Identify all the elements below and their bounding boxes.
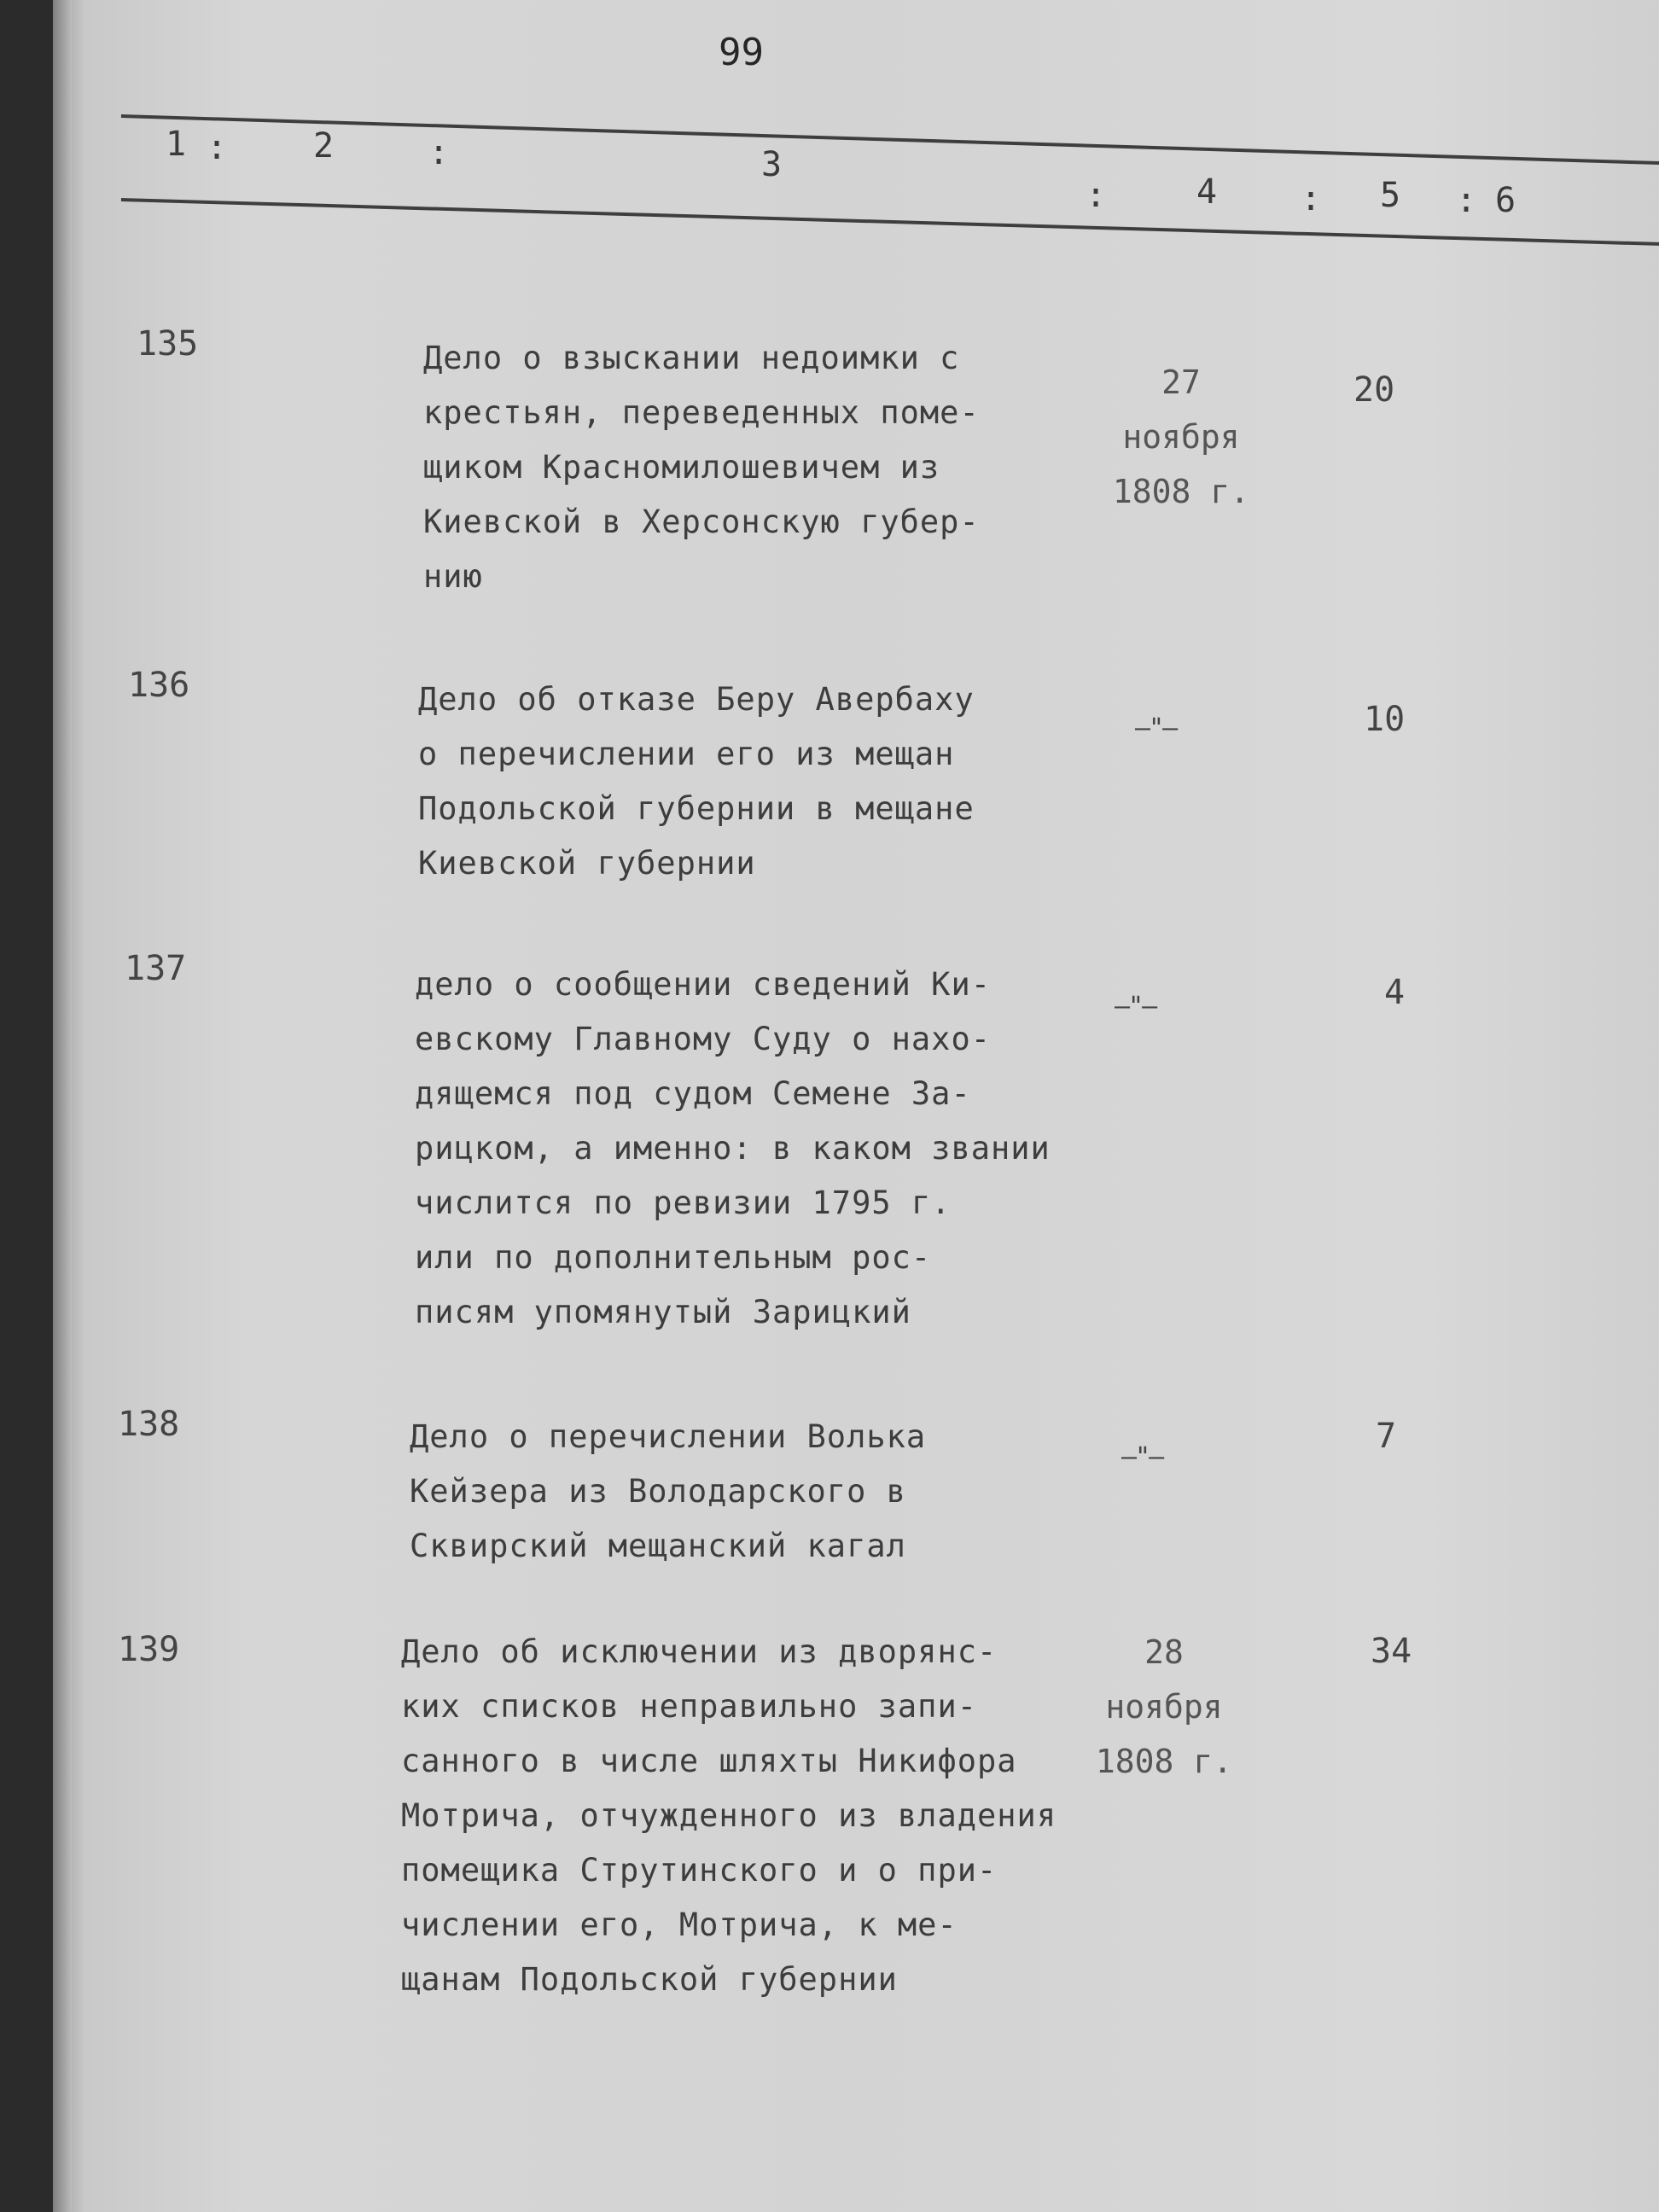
item-number: 137 bbox=[125, 949, 187, 988]
item-number: 139 bbox=[118, 1630, 180, 1669]
item-sheet-count: 34 bbox=[1371, 1632, 1412, 1671]
header-sep-5: : bbox=[1456, 181, 1477, 220]
header-col-2: 2 bbox=[313, 126, 335, 166]
header-sep-3: : bbox=[1086, 176, 1107, 215]
item-date-ditto: —"— bbox=[1121, 1442, 1163, 1472]
item-sheet-count: 7 bbox=[1376, 1417, 1397, 1456]
header-bottom-rule bbox=[121, 198, 1659, 246]
header-col-4: 4 bbox=[1196, 172, 1218, 212]
item-date: 28 ноября 1808 г. bbox=[1095, 1633, 1233, 1780]
header-sep-1: : bbox=[207, 128, 228, 167]
item-description: Дело об отказе Беру Авербаху о перечислении его из мещан Подольской губернии в мещане Киевской губернии bbox=[418, 681, 975, 882]
header-col-1: 1 bbox=[166, 125, 187, 164]
item-date: 27 ноября 1808 г. bbox=[1112, 364, 1250, 510]
item-sheet-count: 10 bbox=[1364, 700, 1406, 739]
item-description: Дело о перечислении Волька Кейзера из Володарского в Сквирский мещанский кагал bbox=[410, 1418, 927, 1564]
item-number: 136 bbox=[128, 666, 190, 705]
archive-page bbox=[53, 0, 1659, 2212]
item-description: дело о сообщении сведений Ки- евскому Главному Суду о нахо- дящемся под судом Семене За- рицком, а именно: в каком звании числится по ревизии 1795 г. или по дополнительным рос- писям упомянутый Зарицкий bbox=[415, 966, 1051, 1330]
item-description: Дело о взыскании недоимки с крестьян, переведенных поме- щиком Красномилошевичем из Киевской в Херсонскую губер- нию bbox=[423, 340, 980, 595]
header-col-5: 5 bbox=[1380, 176, 1401, 215]
item-number: 135 bbox=[137, 324, 199, 364]
item-date-ditto: —"— bbox=[1135, 713, 1177, 743]
item-date-ditto: —"— bbox=[1115, 992, 1156, 1022]
header-col-3: 3 bbox=[761, 145, 783, 184]
page-number: 99 bbox=[719, 31, 764, 74]
item-sheet-count: 4 bbox=[1384, 973, 1406, 1012]
item-sheet-count: 20 bbox=[1353, 370, 1395, 410]
header-sep-2: : bbox=[428, 133, 450, 172]
header-col-6: 6 bbox=[1495, 181, 1516, 220]
item-description: Дело об исключении из дворянс- ких списков неправильно запи- санного в числе шляхты Никифора Мотрича, отчужденного из владения помещика Струтинского и о при- числении его, Мотрича, к ме- щанам Подольской губернии bbox=[401, 1633, 1057, 1998]
binding-edge bbox=[53, 0, 72, 2212]
header-top-rule bbox=[121, 114, 1659, 165]
header-sep-4: : bbox=[1301, 179, 1322, 218]
item-number: 138 bbox=[118, 1405, 180, 1444]
